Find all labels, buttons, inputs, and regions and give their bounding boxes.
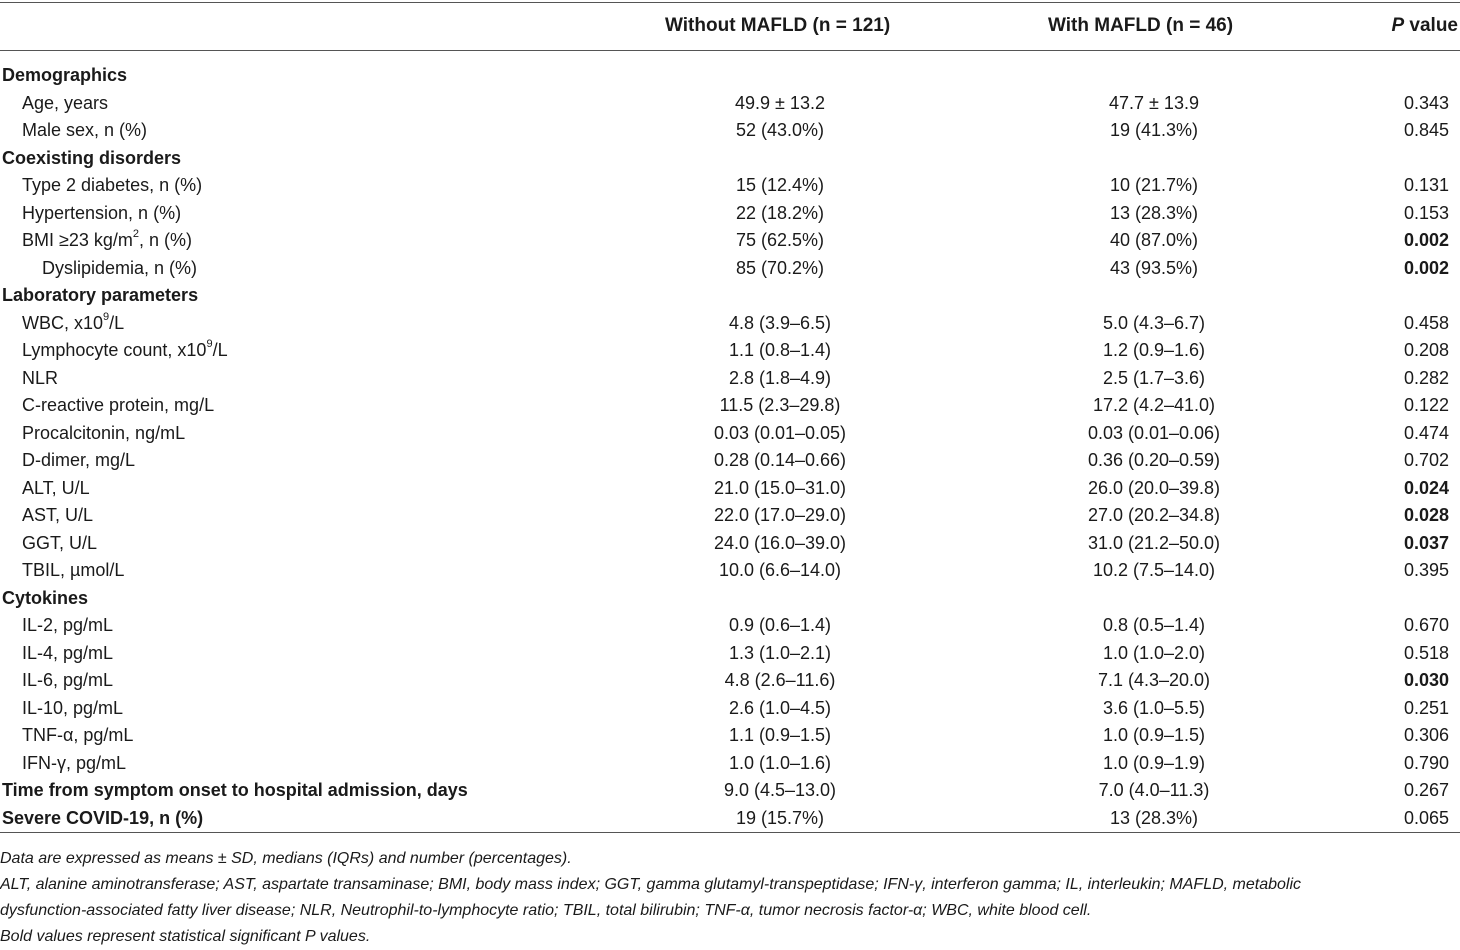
- row-label: TNF-α, pg/mL: [22, 725, 134, 745]
- row-label-superscript: 2: [132, 228, 140, 240]
- header-p-rest: value: [1404, 15, 1458, 36]
- table-row: [0, 805, 1460, 833]
- p-value-significant: 0.028: [1403, 505, 1449, 525]
- value-with-mafld: 27.0 (20.2–34.8): [1087, 505, 1221, 525]
- row-label: Dyslipidemia, n (%): [42, 257, 198, 278]
- row-label: Procalcitonin, ng/mL: [22, 422, 186, 443]
- value-without-mafld: 0.28 (0.14–0.66): [713, 450, 847, 470]
- value-with-mafld: 19 (41.3%): [1109, 120, 1199, 140]
- footnote-bold-values: Bold values represent statistical significant P values.: [0, 928, 371, 945]
- value-with-mafld: 0.36 (0.20–0.59): [1087, 450, 1221, 470]
- value-with-mafld: 31.0 (21.2–50.0): [1087, 532, 1221, 553]
- p-value: 0.208: [1403, 340, 1449, 360]
- value-without-mafld: 49.9 ± 13.2: [735, 92, 825, 113]
- table-row: [0, 200, 1460, 228]
- table-row: [0, 62, 1460, 90]
- table-row: [0, 392, 1460, 420]
- value-with-mafld: 1.2 (0.9–1.6): [1102, 340, 1206, 360]
- row-label: TBIL, µmol/L: [22, 560, 125, 580]
- row-label: Time from symptom onset to hospital admission, days: [2, 780, 468, 800]
- table-body: [0, 62, 1460, 832]
- value-without-mafld: 2.6 (1.0–4.5): [728, 697, 832, 718]
- table-row: [0, 337, 1460, 365]
- table-row: [0, 695, 1460, 723]
- p-value: 0.343: [1403, 92, 1449, 113]
- p-value: 0.153: [1403, 202, 1449, 223]
- value-with-mafld: 17.2 (4.2–41.0): [1092, 395, 1216, 415]
- value-without-mafld: 22.0 (17.0–29.0): [713, 505, 847, 525]
- value-with-mafld: 26.0 (20.0–39.8): [1087, 477, 1221, 498]
- table-row: [0, 420, 1460, 448]
- table-row: [0, 172, 1460, 200]
- value-with-mafld: 0.8 (0.5–1.4): [1102, 615, 1206, 635]
- value-with-mafld: 7.0 (4.0–11.3): [1098, 780, 1210, 800]
- value-with-mafld: 1.0 (1.0–2.0): [1102, 642, 1206, 663]
- row-label: Type 2 diabetes, n (%): [22, 175, 203, 195]
- value-with-mafld: 2.5 (1.7–3.6): [1102, 367, 1206, 388]
- table-row: [0, 612, 1460, 640]
- row-label-text: WBC, x10: [22, 312, 104, 333]
- row-label: Laboratory parameters: [2, 285, 199, 305]
- value-without-mafld: 19 (15.7%): [735, 807, 825, 828]
- p-value: 0.518: [1403, 642, 1449, 663]
- row-label: [22, 310, 124, 338]
- row-label: IL-10, pg/mL: [22, 697, 124, 718]
- value-without-mafld: 0.9 (0.6–1.4): [728, 615, 832, 635]
- table-row: [0, 90, 1460, 118]
- table-row: [0, 255, 1460, 283]
- p-value: 0.458: [1403, 312, 1449, 333]
- p-value: 0.845: [1403, 120, 1449, 140]
- table-header-row: [0, 0, 1460, 50]
- table-row: [0, 447, 1460, 475]
- value-without-mafld: 4.8 (2.6–11.6): [724, 670, 836, 690]
- row-label: AST, U/L: [22, 505, 94, 525]
- row-label-text: Lymphocyte count, x10: [22, 340, 207, 360]
- table-row: [0, 475, 1460, 503]
- value-without-mafld: 10.0 (6.6–14.0): [718, 560, 842, 580]
- value-with-mafld: 13 (28.3%): [1109, 202, 1199, 223]
- row-label-superscript: 9: [103, 310, 110, 323]
- row-label: Hypertension, n (%): [22, 202, 182, 223]
- table-row: [0, 557, 1460, 585]
- value-without-mafld: 1.1 (0.8–1.4): [728, 340, 832, 360]
- row-label: [22, 337, 228, 365]
- value-without-mafld: 52 (43.0%): [735, 120, 825, 140]
- value-without-mafld: 1.1 (0.9–1.5): [728, 725, 832, 745]
- table-header-rule: [0, 50, 1460, 51]
- table-row: [0, 502, 1460, 530]
- value-without-mafld: 11.5 (2.3–29.8): [719, 395, 841, 415]
- row-label: GGT, U/L: [22, 532, 98, 553]
- value-with-mafld: 3.6 (1.0–5.5): [1102, 697, 1206, 718]
- header-p-value: [1391, 15, 1458, 37]
- row-label: IL-6, pg/mL: [22, 670, 114, 690]
- value-with-mafld: 47.7 ± 13.9: [1109, 92, 1199, 113]
- value-with-mafld: 13 (28.3%): [1109, 807, 1199, 828]
- value-without-mafld: 24.0 (16.0–39.0): [713, 532, 847, 553]
- footnote-data-expression: Data are expressed as means ± SD, medians (IQRs) and number (percentages).: [0, 850, 572, 867]
- value-without-mafld: 4.8 (3.9–6.5): [728, 312, 832, 333]
- row-label: Age, years: [22, 92, 109, 113]
- row-label: Severe COVID-19, n (%): [2, 807, 204, 828]
- footnote-abbreviations-1: ALT, alanine aminotransferase; AST, aspartate transaminase; BMI, body mass index; GGT, gamma glutamyl-transpeptidase; IFN-γ, interferon gamma; IL, interleukin; MAFLD, metabolic: [0, 876, 1302, 893]
- table-row: [0, 667, 1460, 695]
- p-value: 0.131: [1403, 175, 1449, 195]
- row-label: NLR: [22, 367, 59, 388]
- p-value: 0.122: [1403, 395, 1449, 415]
- row-label: IL-2, pg/mL: [22, 615, 114, 635]
- table-row: [0, 145, 1460, 173]
- p-value-significant: 0.002: [1403, 230, 1449, 250]
- value-with-mafld: 0.03 (0.01–0.06): [1087, 422, 1221, 443]
- p-value-significant: 0.024: [1403, 477, 1449, 498]
- row-label-suffix: /L: [212, 340, 228, 360]
- row-label-suffix: /L: [109, 312, 125, 333]
- row-label: IL-4, pg/mL: [22, 642, 114, 663]
- value-without-mafld: 22 (18.2%): [735, 202, 825, 223]
- value-without-mafld: 1.3 (1.0–2.1): [728, 642, 832, 663]
- row-label: Male sex, n (%): [22, 120, 148, 140]
- table-row: [0, 750, 1460, 778]
- table-row: [0, 640, 1460, 668]
- p-value-significant: 0.030: [1403, 670, 1449, 690]
- table-row: [0, 530, 1460, 558]
- row-label: Coexisting disorders: [2, 147, 182, 168]
- table-row: [0, 777, 1460, 805]
- row-label: Cytokines: [2, 587, 89, 608]
- value-without-mafld: 21.0 (15.0–31.0): [713, 477, 847, 498]
- value-with-mafld: 1.0 (0.9–1.9): [1102, 752, 1206, 773]
- table-row: [0, 282, 1460, 310]
- p-value-significant: 0.002: [1403, 257, 1449, 278]
- p-value: 0.790: [1403, 752, 1449, 773]
- row-label: D-dimer, mg/L: [22, 450, 136, 470]
- row-label: IFN-γ, pg/mL: [22, 752, 127, 773]
- value-without-mafld: 75 (62.5%): [735, 230, 825, 250]
- value-without-mafld: 15 (12.4%): [735, 175, 825, 195]
- value-with-mafld: 5.0 (4.3–6.7): [1102, 312, 1206, 333]
- table-row: [0, 365, 1460, 393]
- table-row: [0, 722, 1460, 750]
- row-label: [22, 227, 192, 255]
- table-row: [0, 585, 1460, 613]
- row-label: ALT, U/L: [22, 477, 90, 498]
- row-label: C-reactive protein, mg/L: [22, 395, 215, 415]
- table-row: [0, 227, 1460, 255]
- p-value: 0.474: [1403, 422, 1449, 443]
- table-row: [0, 117, 1460, 145]
- value-without-mafld: 9.0 (4.5–13.0): [723, 780, 837, 800]
- value-with-mafld: 40 (87.0%): [1109, 230, 1199, 250]
- row-label: Demographics: [2, 65, 128, 85]
- value-with-mafld: 10 (21.7%): [1109, 175, 1199, 195]
- value-without-mafld: 1.0 (1.0–1.6): [728, 752, 832, 773]
- value-with-mafld: 43 (93.5%): [1109, 257, 1199, 278]
- table-bottom-rule: [0, 832, 1460, 833]
- value-with-mafld: 10.2 (7.5–14.0): [1092, 560, 1216, 580]
- value-without-mafld: 85 (70.2%): [735, 257, 825, 278]
- value-without-mafld: 0.03 (0.01–0.05): [713, 422, 847, 443]
- value-without-mafld: 2.8 (1.8–4.9): [728, 367, 832, 388]
- p-value: 0.065: [1403, 807, 1449, 828]
- p-value: 0.702: [1403, 450, 1449, 470]
- header-p-letter: P: [1391, 15, 1405, 36]
- p-value: 0.395: [1403, 560, 1449, 580]
- header-with-mafld: With MAFLD (n = 46): [1048, 15, 1234, 36]
- row-label-text: BMI ≥23 kg/m: [22, 230, 133, 250]
- p-value-significant: 0.037: [1403, 532, 1449, 553]
- footnote-abbreviations-2: dysfunction-associated fatty liver disease; NLR, Neutrophil-to-lymphocyte ratio; TBIL, total bilirubin; TNF-α, tumor necrosis factor-α; WBC, white blood cell.: [0, 902, 1092, 919]
- header-without-mafld: Without MAFLD (n = 121): [665, 15, 891, 36]
- p-value: 0.267: [1403, 780, 1449, 800]
- value-with-mafld: 1.0 (0.9–1.5): [1102, 725, 1206, 745]
- row-label-superscript: 9: [206, 338, 213, 350]
- p-value: 0.282: [1403, 367, 1449, 388]
- table-row: [0, 310, 1460, 338]
- table-footnotes: [0, 846, 1460, 950]
- p-value: 0.306: [1403, 725, 1449, 745]
- p-value: 0.670: [1403, 615, 1449, 635]
- row-label-suffix: , n (%): [139, 230, 193, 250]
- value-with-mafld: 7.1 (4.3–20.0): [1097, 670, 1211, 690]
- p-value: 0.251: [1403, 697, 1449, 718]
